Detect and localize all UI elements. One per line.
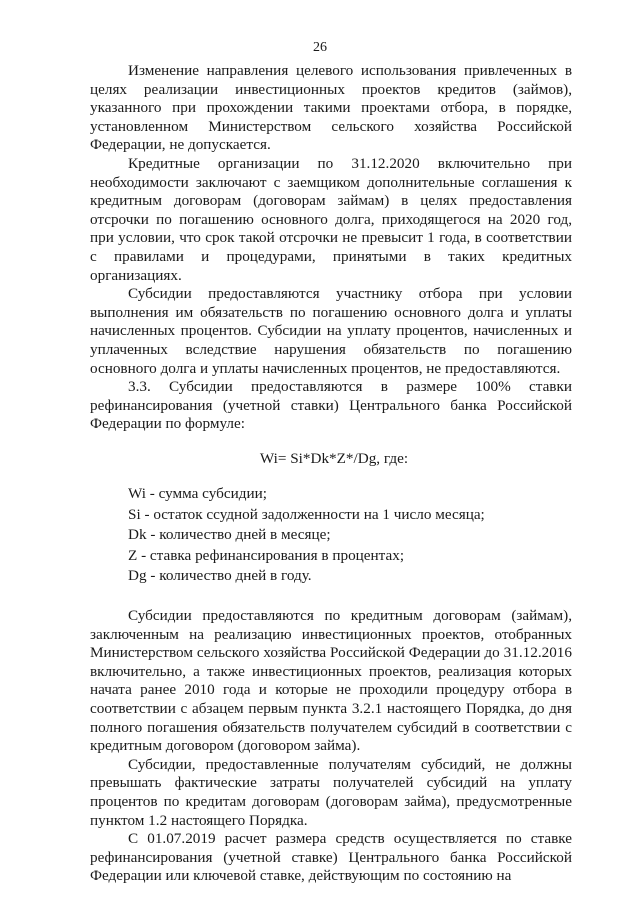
legend-item: Dk - количество дней в месяце; xyxy=(128,526,331,544)
paragraph-section-3-3: 3.3. Субсидии предоставляются в размере 100% ставки рефинансирования (учетной ставки) Центрального банка Российской Федерации по формуле: xyxy=(90,378,572,433)
paragraph-subsidy-conditions: Субсидии предоставляются участнику отбора при условии выполнения им обязательств по погашению основного долга и уплаты начисленных процентов. Субсидии на уплату процентов, начисленных и уплаченных вследствие нарушения обязательств по погашению основного долга и уплаты начисленных процентов, не предоставляются. xyxy=(90,285,572,377)
paragraph-credit-organizations: Кредитные организации по 31.12.2020 включительно при необходимости заключают с заемщиком дополнительные соглашения к кредитным договорам (договорам займам) в целях предоставления отсрочки по погашению основного долга, приходящегося на 2020 год, при условии, что срок такой отсрочки не превысит 1 года, в соответствии с правилами и процедурами, принятыми в таких кредитных организациях. xyxy=(90,154,572,284)
formula-legend xyxy=(128,484,572,587)
legend-item: Wi - сумма субсидии; xyxy=(128,485,267,503)
subsidy-formula: Wi= Si*Dk*Z*/Dg, где: xyxy=(259,449,409,467)
paragraph-calculation-2019: С 01.07.2019 расчет размера средств осуществляется по ставке рефинансирования (учетной ставке) Центрального банка Российской Федерации или ключевой ставке, действующим по состоянию на xyxy=(90,830,572,885)
paragraph-target-use: Изменение направления целевого использования привлеченных в целях реализации инвестиционных проектов кредитов (займов), указанного при прохождении такими проектами отбора, в порядке, установленном Министерством сельского хозяйства Российской Федерации, не допускается. xyxy=(90,62,572,154)
paragraph-loan-agreements: Субсидии предоставляются по кредитным договорам (займам), заключенным на реализацию инвестиционных проектов, отобранных Министерством сельского хозяйства Российской Федерации до 31.12.2016 включительно, а также инвестиционных проектов, реализация которых начата ранее 2010 года и которые не проходили процедуру отбора в соответствии с абзацем первым пункта 3.2.1 настоящего Порядка, до дня полного погашения обязательств получателем субсидий в соответствии с кредитным договором (договором займа). xyxy=(90,606,572,755)
legend-item: Si - остаток ссудной задолженности на 1 число месяца; xyxy=(128,505,485,523)
page-number: 26 xyxy=(313,40,327,55)
paragraph-actual-costs: Субсидии, предоставленные получателям субсидий, не должны превышать фактические затраты получателей субсидий на уплату процентов по кредитам договорам (договорам займа), предусмотренные пунктом 1.2 настоящего Порядка. xyxy=(90,755,572,829)
document-body xyxy=(90,62,572,886)
legend-item: Dg - количество дней в году. xyxy=(128,567,312,585)
legend-item: Z - ставка рефинансирования в процентах; xyxy=(128,546,405,564)
